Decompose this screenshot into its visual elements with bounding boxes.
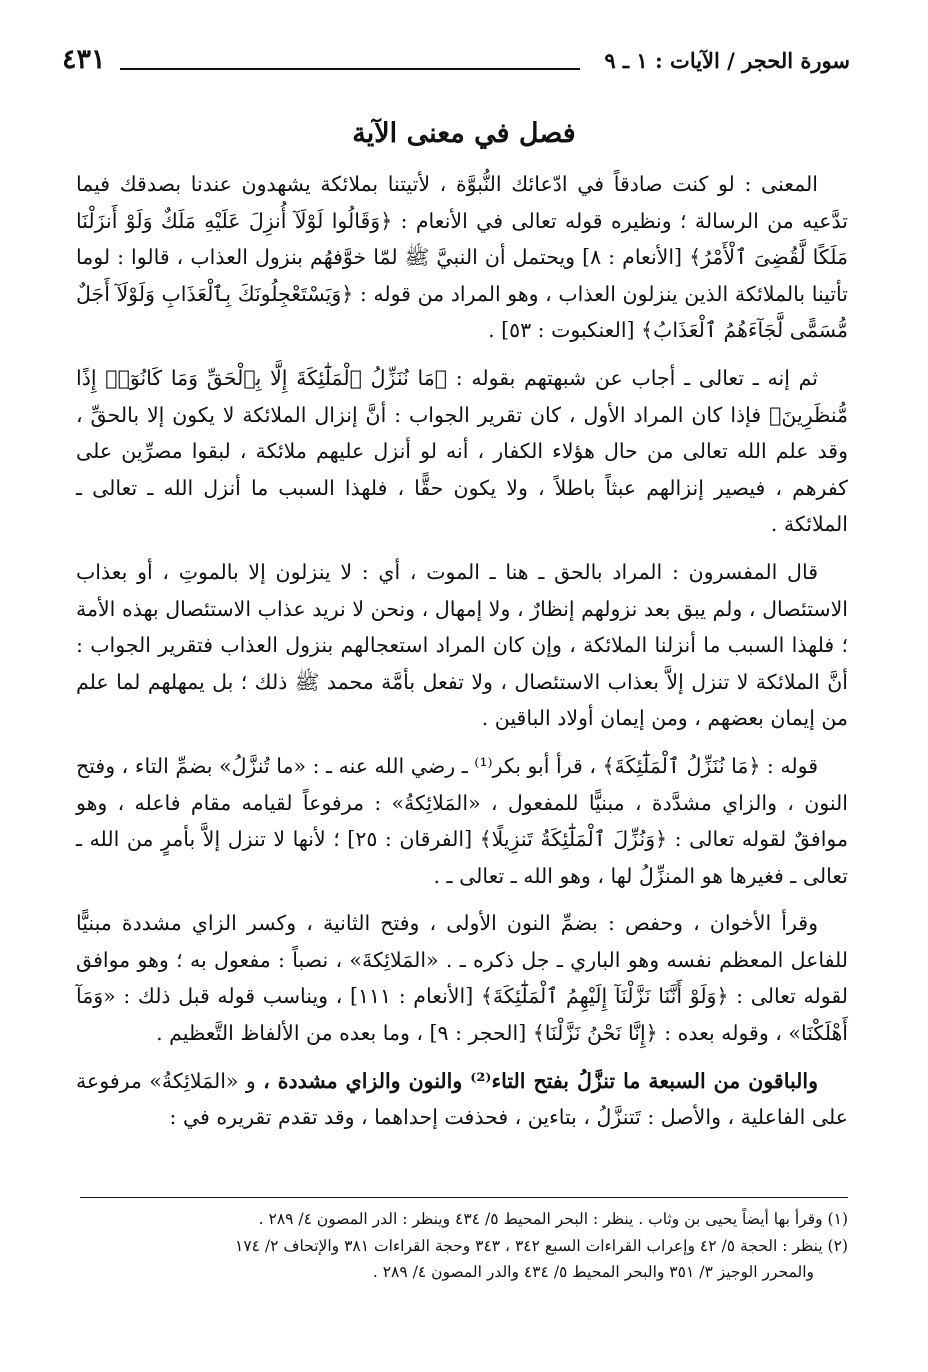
paragraph: المعنى : لو كنت صادقاً في ادّعائك النُّبوَّة ، لأتيتنا بملائكة يشهدون عندنا بصدقك فيما تدَّعيه من الرسالة ؛ ونظيره قوله تعالى في الأنعام : ﴿وَقَالُوا لَوْلَآ أُنزِلَ عَلَيْهِ مَلَكٌ وَلَوْ أَنزَلْنَا مَلَكًا لَّقُضِىَ ٱلْأَمْرُ﴾ [الأنعام : ٨] ويحتمل أن النبيَّ ﷺ لمّا خوَّفهُم بنزول العذاب ، قالوا : لوما تأتينا بالملائكة الذين ينزلون العذاب ، وهو المراد من قوله : ﴿وَيَسْتَعْجِلُونَكَ بِٱلْعَذَابِ وَلَوْلَآ أَجَلٌ مُّسَمًّى لَّجَآءَهُمُ ٱلْعَذَابُ﴾ [العنكبوت : ٥٣] . xyxy=(76,172,848,343)
footnote-divider xyxy=(80,1197,848,1198)
paragraph-rest: و «المَلائِكةُ» مرفوعة على الفاعلية ، والأصل : تَتنزَّلُ ، بتاءين ، فحذفت إحداهما ، وقد تقدم تقريره في : xyxy=(76,1068,848,1130)
footnotes xyxy=(76,1206,848,1286)
running-header xyxy=(62,44,850,84)
main-text xyxy=(76,166,848,1147)
paragraph: ثم إنه ـ تعالى ـ أجاب عن شبهتهم بقوله : ﴿مَا نُنَزِّلُ ٱلْمَلَٰٓئِكَةَ إِلَّا بِٱلْحَقِّ وَمَا كَانُوٓا۟ إِذًا مُّنظَرِينَ﴾ فإذا كان المراد الأول ، كان تقرير الجواب : أنَّ إنزال الملائكة لا يكون إلا بالحقِّ ، وقد علم الله تعالى من حال هؤلاء الكفار ، أنه لو أنزل عليهم ملائكة ، لبقوا مصرِّين على كفرهم ، فيصير إنزالهم عبثاً باطلاً ، ولا يكون حقًّا ، فلهذا السبب ما أنزل الله ـ تعالى ـ الملائكة . xyxy=(76,365,848,537)
surah-title: سورة الحجر / الآيات : ١ ـ ٩ xyxy=(604,48,850,73)
footnote: (١) وقرأ بها أيضاً يحيى بن وثاب . ينظر : البحر المحيط ٥/ ٤٣٤ وينظر : الدر المصون ٤/ ٢٨٩ . xyxy=(258,1210,848,1228)
section-title: فصل في معنى الآية xyxy=(352,118,576,149)
paragraph xyxy=(76,1063,848,1136)
page-number: ٤٣١ xyxy=(62,44,106,75)
bold-lead: والباقون من السبعة ما تنزَّلُ بفتح التاء⁽²⁾ والنون والزاي مشددة ، xyxy=(263,1068,818,1093)
paragraph: قال المفسرون : المراد بالحق ـ هنا ـ الموت ، أي : لا ينزلون إلا بالموتِ ، أو بعذاب الاستئصال ، ولم يبق بعد نزولهم إنظارٌ ، ولا إمهال ، ونحن لا نريد عذاب الاستئصال بهذه الأمة ؛ فلهذا السبب ما أنزلنا الملائكة ، وإن كان المراد استعجالهم بنزول العذاب فتقرير الجواب : أنَّ الملائكة لا تنزل إلاَّ بعذاب الاستئصال ، ولا تفعل بأمَّة محمد ﷺ ذلك ؛ بل يمهلهم لما علم من إيمان بعضهم ، ومن إيمان أولاد الباقين . xyxy=(76,559,848,731)
footnote-continuation: والمحرر الوجيز ٣/ ٣٥١ والبحر المحيط ٥/ ٤٣٤ والدر المصون ٤/ ٢٨٩ . xyxy=(372,1263,814,1281)
paragraph: قوله : ﴿مَا نُنَزِّلُ ٱلْمَلَٰٓئِكَةَ﴾ ، قرأ أبو بكر⁽¹⁾ ـ رضي الله عنه ـ : «ما تُنزَّلُ» بضمِّ التاء ، وفتح النون ، والزاي مشدَّدة ، مبنيًّا للمفعول ، «المَلائِكةُ» : مرفوعاً لقيامه مقام فاعله ، وهو موافقٌ لقوله تعالى : ﴿وَنُزِّلَ ٱلْمَلَٰٓئِكَةُ تَنزِيلًا﴾ [الفرقان : ٢٥] ؛ لأنها لا تنزل إلاَّ بأمرٍ من الله ـ تعالى ـ فغيرها هو المنزِّلُ لها ، وهو الله ـ تعالى ـ . xyxy=(76,753,848,888)
footnote: (٢) ينظر : الحجة ٥/ ٤٢ وإعراب القراءات السبع ٣٤٢ ، ٣٤٣ وحجة القراءات ٣٨١ والإتحاف ٢/ ١٧٤ xyxy=(235,1236,848,1255)
paragraph: وقرأ الأخوان ، وحفص : بضمِّ النون الأولى ، وفتح الثانية ، وكسر الزاي مشددة مبنيًّا للفاعل المعظم نفسه وهو الباري ـ جل ذكره ـ . «المَلائِكةَ» ، نصباً : مفعول به ؛ وهو موافق لقوله تعالى : ﴿وَلَوْ أَنَّنَا نَزَّلْنَآ إِلَيْهِمُ ٱلْمَلَٰٓئِكَةَ﴾ [الأنعام : ١١١] ، ويناسب قوله قبل ذلك : «وَمَآ أَهْلَكْنَا» ، وقوله بعده : ﴿إِنَّا نَحْنُ نَزَّلْنَا﴾ [الحجر : ٩] ، وما بعده من الألفاظ التَّعظيم . xyxy=(76,911,849,1046)
header-rule xyxy=(120,68,580,70)
